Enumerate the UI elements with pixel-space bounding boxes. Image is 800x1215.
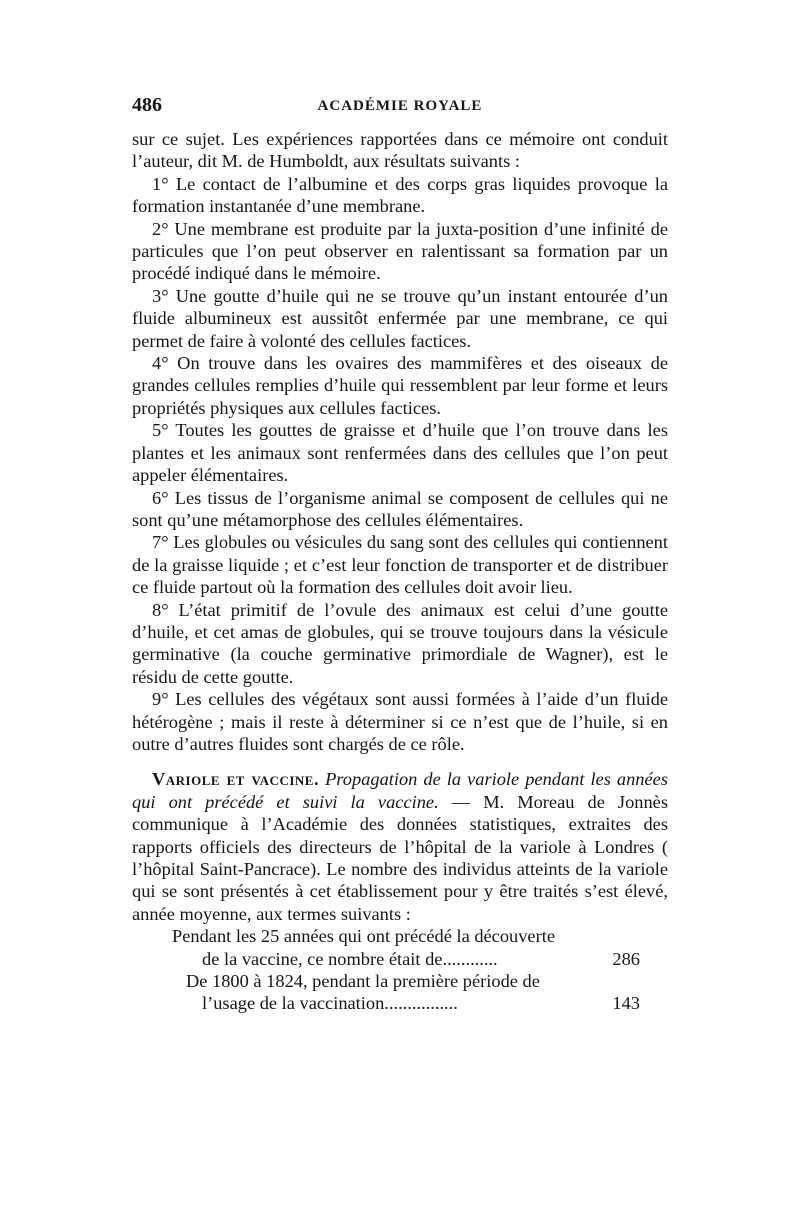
stat-row xyxy=(132,970,668,992)
section-paragraph xyxy=(132,768,668,925)
result-point-6: 6° Les tissus de l’organisme animal se composent de cellules qui ne sont qu’une métamorphose des cellules élémentaires. xyxy=(132,487,668,530)
stat-label: Pendant les 25 années qui ont précédé la découverte xyxy=(172,926,555,947)
section-text: — M. Moreau de Jonnès communique à l’Académie des données statistiques, extraites des rapports officiels des directeurs de l’hôpital de la variole à Londres ( l’hôpital Saint-Pancrace). Le nombre des individus atteints de la variole qui se sont présentés à cet établissement pour y être traités s’est élevé, année moyenne, aux termes suivants : xyxy=(132,791,668,924)
stat-label: De 1800 à 1824, pendant la première période de xyxy=(186,971,540,991)
section-title: Propagation de la variole pendant les années qui ont précédé et suivi la vaccine. xyxy=(132,769,668,812)
page-number: 486 xyxy=(132,94,162,116)
statistics-table xyxy=(132,925,668,1015)
result-point-7: 7° Les globules ou vésicules du sang sont des cellules qui contiennent de la graisse liquide ; et c’est leur fonction de transporter et de distribuer ce fluide partout où la formation des cellules doit avoir lieu. xyxy=(132,532,668,598)
result-point-4: 4° On trouve dans les ovaires des mammifères et des oiseaux de grandes cellules remplies d’huile qui ressemblent par leur forme et leurs propriétés physiques aux cellules factices. xyxy=(132,353,668,418)
result-point-1: 1° Le contact de l’albumine et des corps gras liquides provoque la formation instantanée d’une membrane. xyxy=(132,173,668,217)
section-heading: Variole et vaccine. xyxy=(152,769,320,790)
stat-label: l’usage de la vaccination................ xyxy=(202,993,458,1014)
page-header xyxy=(132,94,668,122)
stat-row xyxy=(132,948,668,970)
result-point-9: 9° Les cellules des végétaux sont aussi formées à l’aide d’un fluide hétérogène ; mais il reste à déterminer si ce n’est que de l’huile, si en outre d’autres fluides sont chargés de ce rôle. xyxy=(132,689,668,754)
intro-paragraph: sur ce sujet. Les expériences rapportées dans ce mémoire ont conduit l’auteur, dit M. de Humboldt, aux résultats suivants : xyxy=(132,129,668,172)
running-head: ACADÉMIE ROYALE xyxy=(317,98,483,114)
stat-row xyxy=(132,992,668,1014)
result-point-5: 5° Toutes les gouttes de graisse et d’huile que l’on trouve dans les plantes et les animaux sont renfermées dans des cellules que l’on peut appeler élémentaires. xyxy=(132,420,668,486)
stat-label: de la vaccine, ce nombre était de............ xyxy=(202,948,498,969)
result-point-2: 2° Une membrane est produite par la juxta-position d’une infinité de particules que l’on peut observer en ralentissant sa formation par un procédé indiqué dans le mémoire. xyxy=(132,218,668,284)
result-point-8: 8° L’état primitif de l’ovule des animaux est celui d’une goutte d’huile, et cet amas de globules, qui se trouve toujours dans la vésicule germinative (la couche germinative primordiale de Wagner), est le résidu de cette goutte. xyxy=(132,599,668,687)
stat-row xyxy=(132,925,668,947)
stat-value: 286 xyxy=(612,948,640,969)
result-point-3: 3° Une goutte d’huile qui ne se trouve qu’un instant entourée d’un fluide albumineux est aussitôt enfermée par une membrane, ce qui permet de faire à volonté des cellules factices. xyxy=(132,285,668,351)
body-text xyxy=(132,128,668,1015)
stat-value: 143 xyxy=(612,993,640,1014)
